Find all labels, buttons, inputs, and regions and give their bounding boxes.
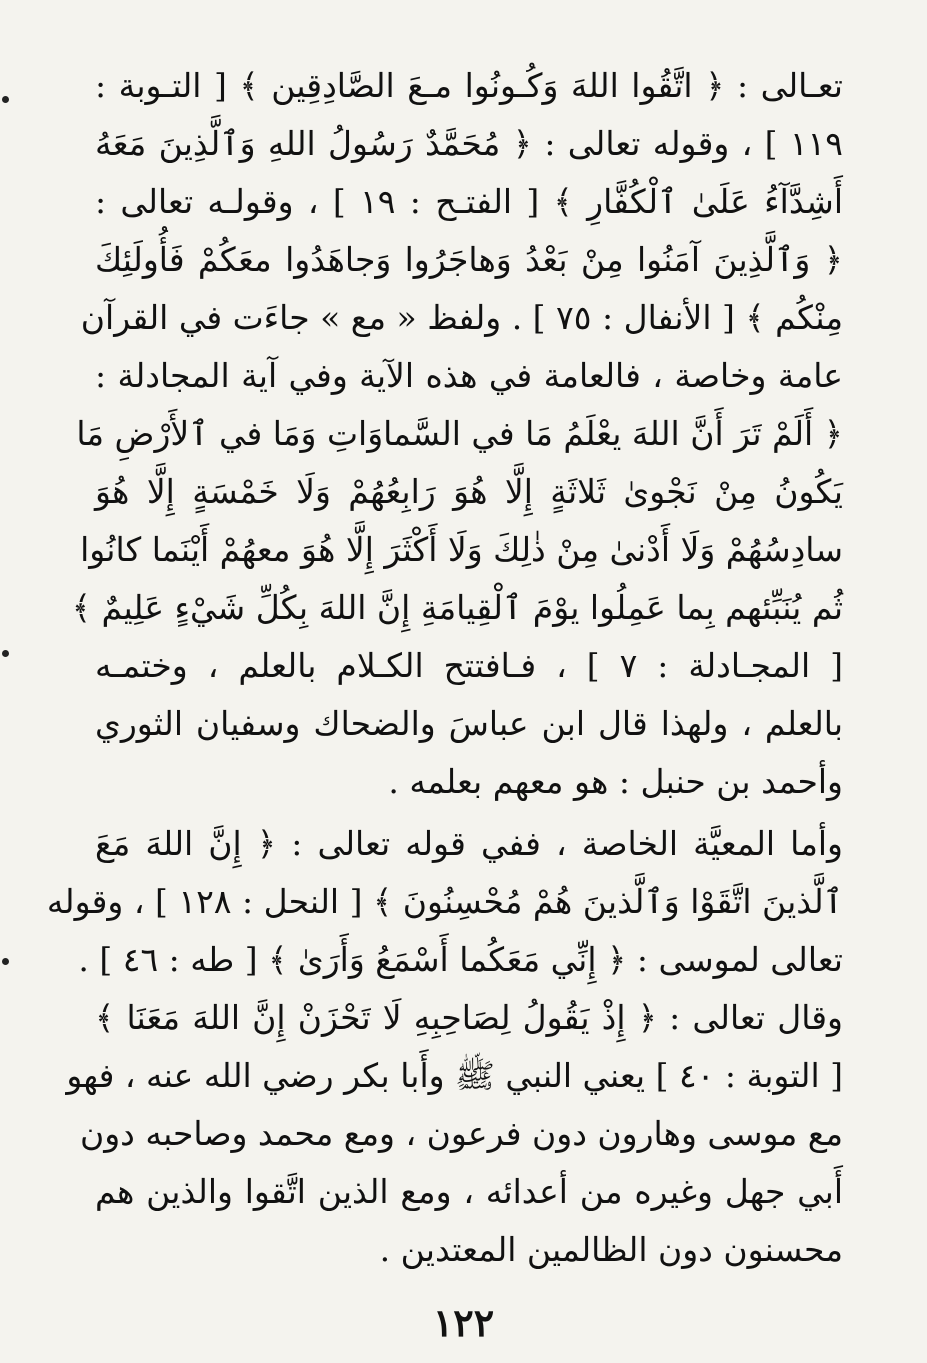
page-text [46, 58, 844, 1348]
text-line-2: ١١٩ ] ، وقوله تعالى : ﴿ مُحَمَّدٌ رَسُولُ اللهِ وَٱلَّذِينَ مَعَهُ [95, 124, 843, 163]
text-line-18: [ التوبة : ٤٠ ] يعني النبي ﷺ وأَبا بكر رضي الله عنه ، فهو [66, 1056, 843, 1095]
text-line-16: تعالى لموسى : ﴿ إِنِّي مَعَكُما أَسْمَعُ وَأَرَىٰ ﴾ [ طه : ٤٦ ] . [78, 940, 843, 979]
text-line-7: ﴿ أَلَمْ تَرَ أَنَّ اللهَ يعْلَمُ مَا في السَّماوَاتِ وَمَا في ٱلأَرْضِ مَا [76, 414, 843, 453]
text-line-10: ثُم يُنَبِّئهم بِما عَمِلُوا يوْمَ ٱلْقِيامَةِ إِنَّ اللهَ بِكُلِّ شَيْءٍ عَلِيمٌ ﴾ [71, 588, 843, 627]
text-line-15: ٱلَّذينَ اتَّقَوْا وَٱلَّذينَ هُمْ مُحْسِنُونَ ﴾ [ النحل : ١٢٨ ] ، وقوله [46, 882, 843, 921]
text-line-3: أَشِدَّآءُ عَلَىٰ ٱلْكُفَّارِ ﴾ [ الفتـح : ١٩ ] ، وقولـه تعالى : [95, 182, 843, 221]
margin-mark [2, 650, 9, 657]
text-line-11: [ المجـادلة : ٧ ] ، فـافتتح الكـلام بالعلم ، وختمـه [95, 646, 844, 685]
margin-mark [2, 958, 9, 965]
text-line-8: يَكُونُ مِنْ نَجْوىٰ ثَلاثَةٍ إِلَّا هُوَ رَابِعُهُمْ وَلَا خَمْسَةٍ إِلَّا هُوَ [95, 472, 843, 511]
text-line-21: محسنون دون الظالمين المعتدين . [379, 1230, 843, 1269]
text-line-20: أَبي جهل وغيره من أعدائه ، ومع الذين اتَّقوا والذين هم [95, 1172, 843, 1211]
text-line-17: وقال تعالى : ﴿ إِذْ يَقُولُ لِصَاحِبِهِ لَا تَحْزَنْ إِنَّ اللهَ مَعَنَا ﴾ [95, 998, 843, 1037]
text-line-1: تعـالى : ﴿ اتَّقُوا اللهَ وَكُـونُوا مـعَ الصَّادِقِين ﴾ [ التـوبة : [95, 66, 843, 105]
text-line-9: سادِسُهُمْ وَلَا أَدْنىٰ مِنْ ذٰلِكَ وَلَا أَكْثَرَ إِلَّا هُوَ معهُمْ أَيْنَما كانُوا [80, 530, 843, 569]
text-line-6: عامة وخاصة ، فالعامة في هذه الآية وفي آية المجادلة : [95, 356, 843, 395]
page-number: ١٢٢ [432, 1300, 495, 1345]
text-line-12: بالعلم ، ولهذا قال ابن عباسَ والضحاك وسفيان الثوري [95, 704, 843, 743]
text-line-19: مع موسى وهارون دون فرعون ، ومع محمد وصاحبه دون [80, 1114, 843, 1153]
text-line-4: ﴿ وَٱلَّذِينَ آمَنُوا مِنْ بَعْدُ وَهاجَرُوا وَجاهَدُوا معَكُمْ فَأُولَئِكَ [95, 240, 843, 279]
margin-mark [2, 96, 9, 103]
text-line-13: وأحمد بن حنبل : هو معهم بعلمه . [388, 762, 843, 801]
text-line-5: مِنْكُم ﴾ [ الأنفال : ٧٥ ] . ولفظ « مع » جاءَت في القرآن [80, 298, 843, 337]
text-line-14: وأما المعيَّة الخاصة ، ففي قوله تعالى : ﴿ إِنَّ اللهَ مَعَ [95, 824, 843, 863]
